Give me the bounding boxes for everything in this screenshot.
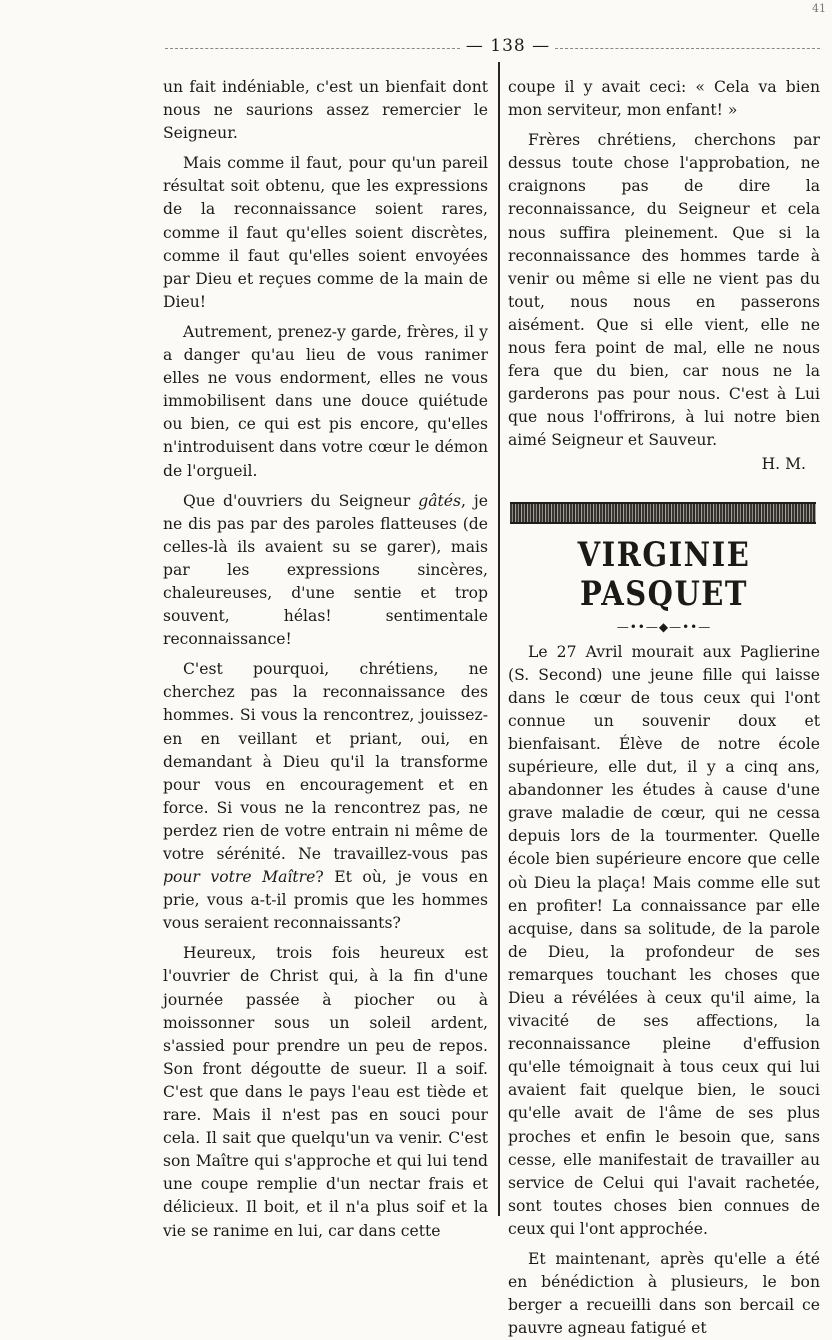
paragraph: Heureux, trois fois heureux est l'ouvrier de Christ qui, à la fin d'une journée passée à piocher ou à moissonner sous un soleil ardent, s'assied pour prendre un peu de repos. Son front dégoutte de sueur. Il a soif. C'est que dans le pays l'eau est tiède et rare. Mais il n'est pas en souci pour cela. Il sait que quelqu'un va venir. C'est son Maître qui s'approche et qui lui tend une coupe remplie d'un nectar frais et délicieux. Il boit, et il n'a plus soif et la vie se ranime en lui, car dans cette — [163, 944, 488, 1240]
paragraph: Mais comme il faut, pour qu'un pareil résultat soit obtenu, que les expressions de la reconnaissance soient rares, comme il faut qu'elles soient discrètes, comme il faut qu'elles soient envoyées par Dieu et reçues comme de la main de Dieu! — [163, 154, 488, 311]
ornament-divider: —••—◆—••— — [616, 619, 712, 634]
column-divider — [498, 62, 500, 1216]
text-run: C'est pourquoi, chrétiens, ne cherchez pas la reconnaissance des hommes. Si vous la rencontrez, jouissez-en en veillant et priant, oui, en demandant à Dieu qu'il la transforme pour vous en encouragement et en force. Si vous ne la rencontrez pas, ne perdez rien de votre entrain ni même de votre sérénité. Ne travaillez-vous pas — [163, 660, 488, 863]
section-title: VIRGINIE PASQUET — [577, 534, 751, 613]
corner-mark: 41 — [812, 2, 826, 15]
signature: H. M. — [761, 454, 806, 473]
paragraph — [163, 658, 488, 935]
page-number: — 138 — — [465, 36, 551, 56]
paragraph: coupe il y avait ceci: « Cela va bien mon serviteur, mon enfant! » — [508, 78, 820, 120]
paragraph: un fait indéniable, c'est un bienfait dont nous ne saurions assez remercier le Seigneur. — [163, 78, 488, 143]
header-rule-left — [165, 48, 460, 49]
header-rule-right — [555, 48, 820, 49]
paragraph — [163, 490, 488, 652]
decorative-band — [510, 502, 816, 524]
left-column — [163, 76, 488, 1243]
paragraph: Et maintenant, après qu'elle a été en bénédiction à plusieurs, le bon berger a recueilli dans son bercail ce pauvre agneau fatigué et — [508, 1250, 820, 1338]
paragraph: Frères chrétiens, cherchons par dessus toute chose l'approbation, ne craignons pas de dire la reconnaissance, du Seigneur et cela nous suffira pleinement. Que si la reconnaissance des hommes tarde à venir ou même si elle ne vient pas du tout, nous nous en passerons aisément. Que si elle vient, elle ne nous fera point de mal, elle ne nous fera que du bien, car nous ne la garderons pas pour nous. C'est à Lui que nous l'offrirons, à lui notre bien aimé Seigneur et Sauveur. — [508, 131, 820, 450]
italic-text: gâtés — [418, 491, 461, 510]
text-run: , je ne dis pas par des paroles flatteuses (de celles-là ils avaient su se garer), mais par les expressions sincères, chaleureuses, d'une sentie et trop souvent, hélas! sentimentale reconnaissance! — [163, 491, 488, 649]
paragraph: Le 27 Avril mourait aux Paglierine (S. Second) une jeune fille qui laisse dans le cœur de tous ceux qui l'ont connue un souvenir doux et bienfaisant. Élève de notre école supérieure, elle dut, il y a cinq ans, abandonner les études à cause d'une grave maladie de cœur, qui ne cessa depuis lors de la tourmenter. Quelle école bien supérieure encore que celle où Dieu la plaça! Mais comme elle sut en profiter! La connaissance par elle acquise, dans sa solitude, de la parole de Dieu, la profondeur de ses remarques touchant les choses que Dieu a révélées à ceux qu'il aime, la vivacité de ses affections, la reconnaissance pleine d'effusion qu'elle témoignait à tous ceux qui lui avaient fait quelque bien, le souci qu'elle avait de l'âme de ses plus proches et enfin le besoin que, sans cesse, elle manifestait de travailler au service de Celui qui l'avait rachetée, sont toutes choses bien connues de ceux qui l'ont approchée. — [508, 642, 820, 1238]
text-run: Que d'ouvriers du Seigneur — [183, 491, 419, 510]
text-run: ? Et où, je vous en prie, vous a-t-il promis que les hommes vous seraient reconnaissants? — [163, 868, 488, 933]
paragraph: Autrement, prenez-y garde, frères, il y a danger qu'au lieu de vous ranimer elles ne vous endorment, elles ne vous immobilisent dans une douce quiétude ou bien, ce qui est pis encore, qu'elles n'introduisent dans votre cœur le démon de l'orgueil. — [163, 322, 488, 480]
italic-text: pour votre Maître — [163, 868, 316, 887]
right-column — [508, 76, 820, 1340]
